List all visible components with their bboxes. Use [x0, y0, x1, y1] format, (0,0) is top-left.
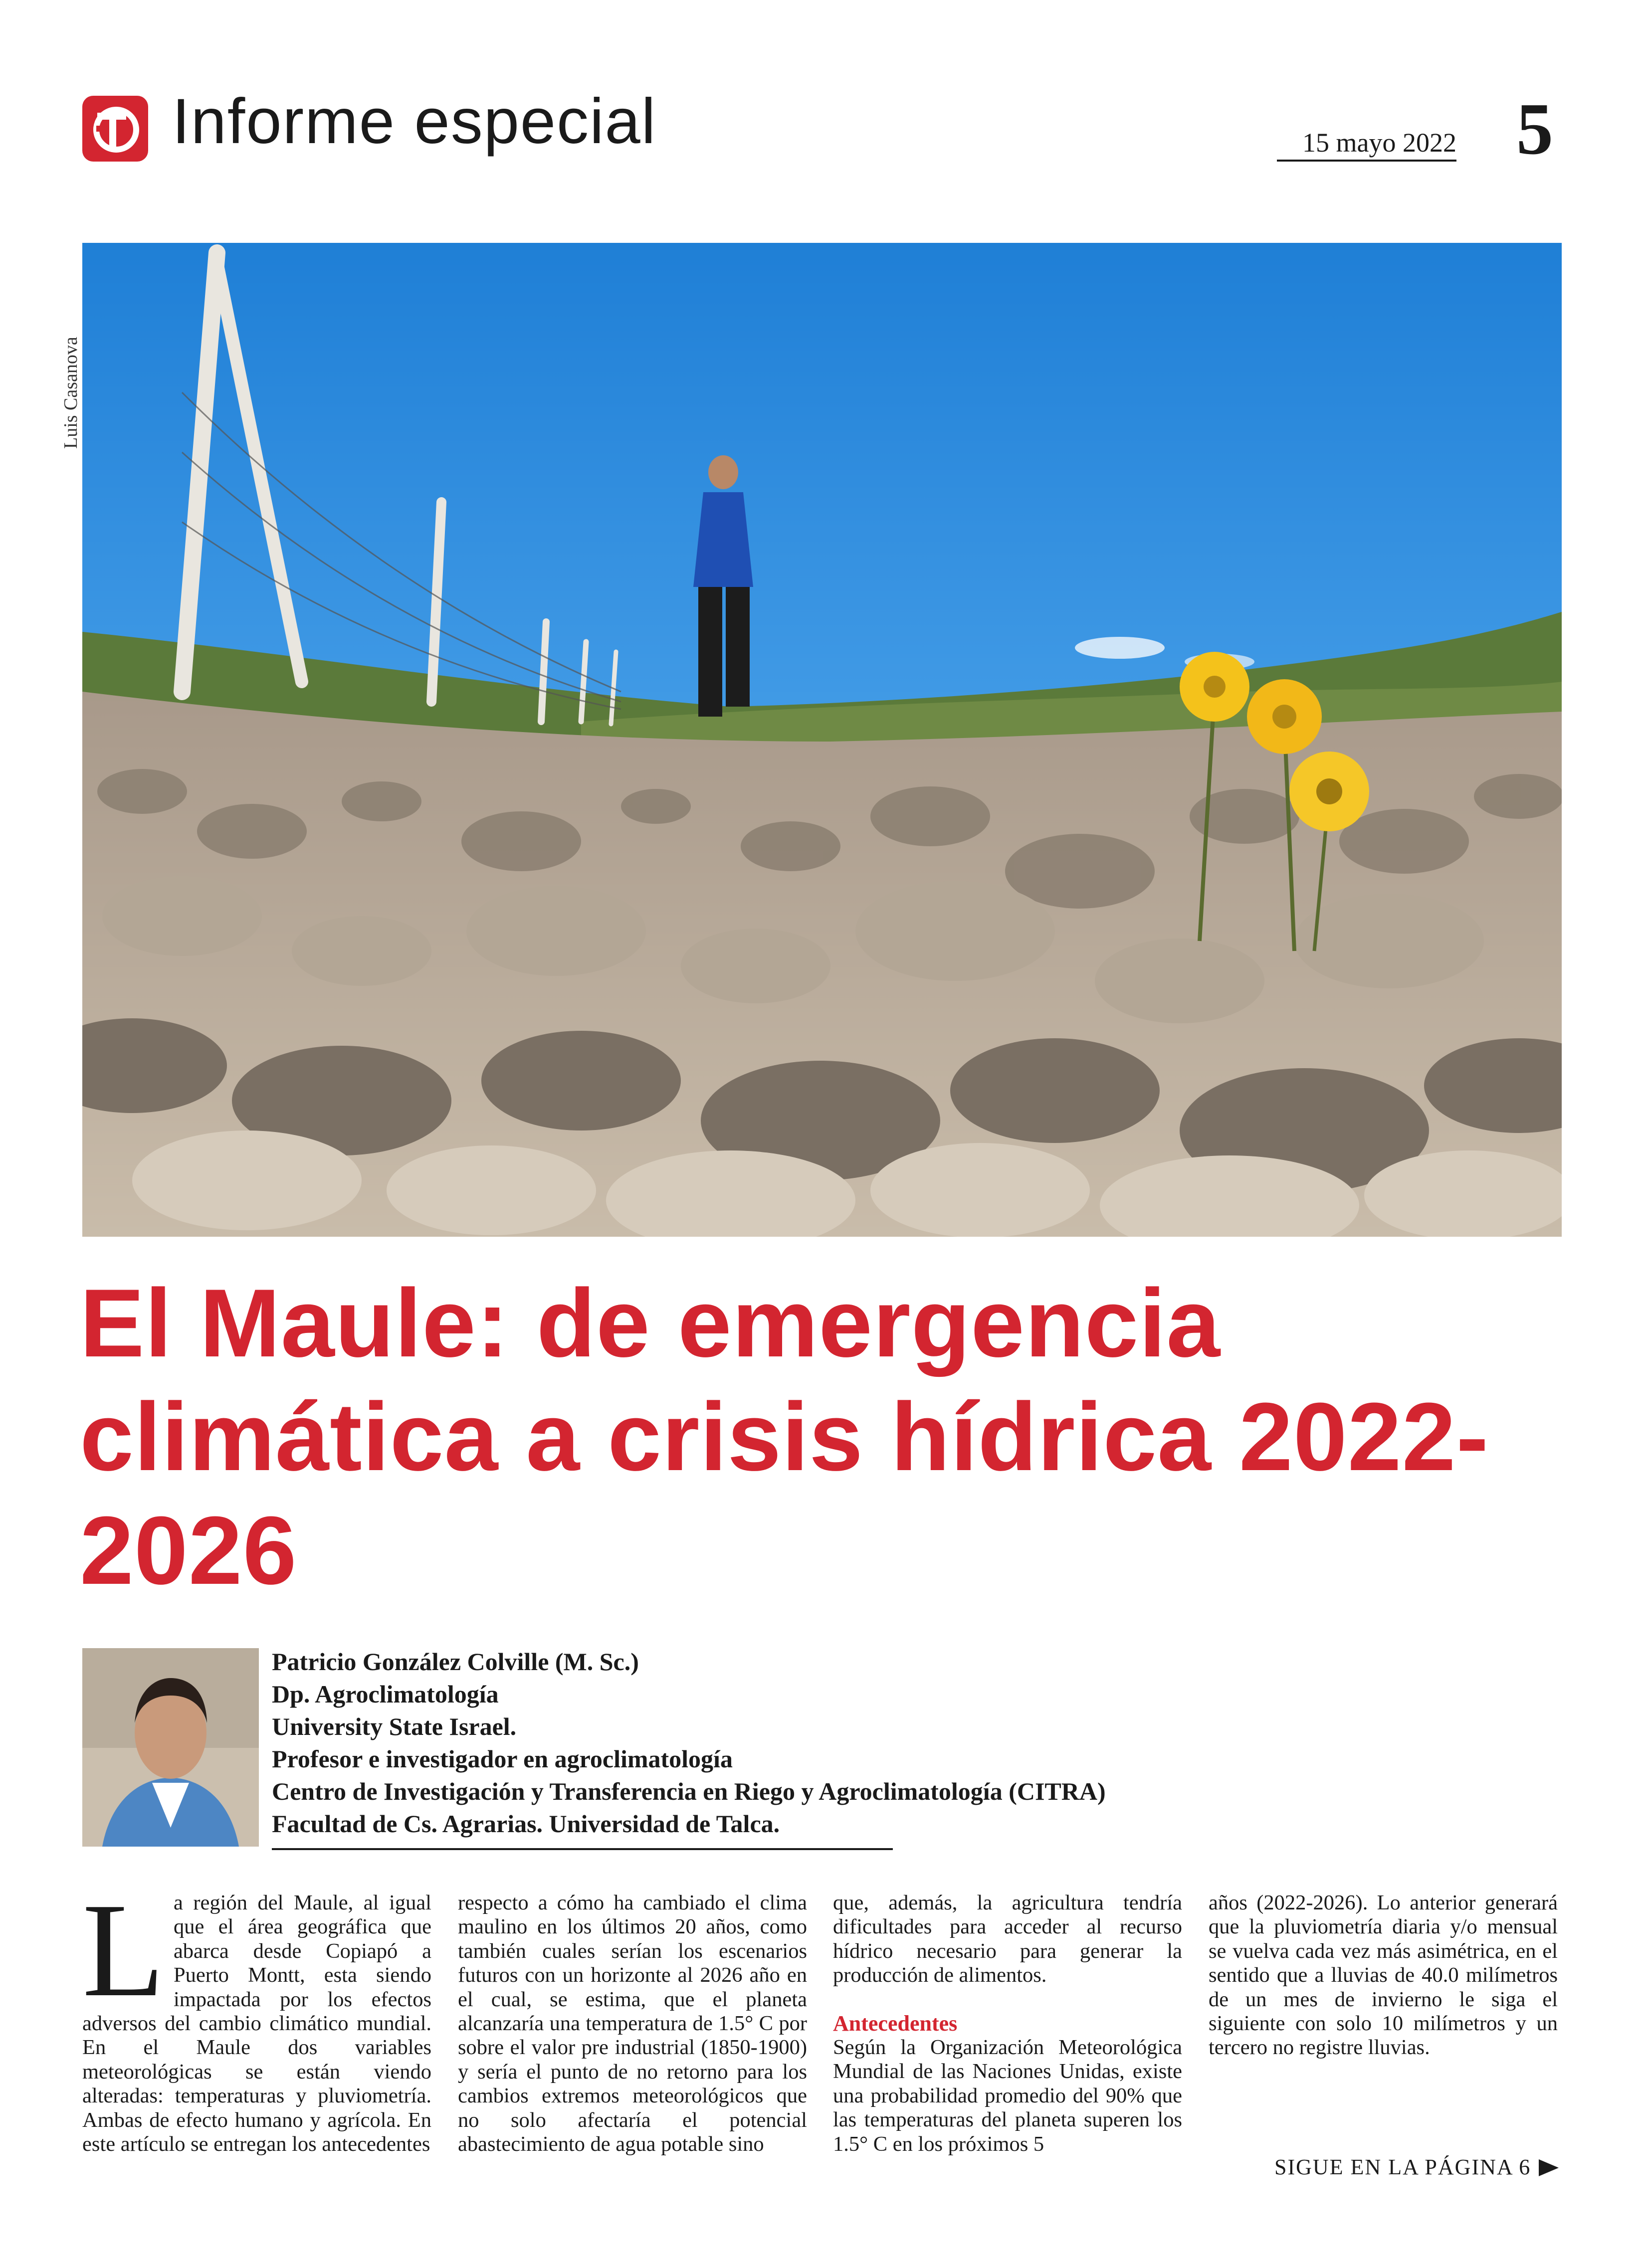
article-column-3: [833, 1891, 1182, 2156]
drop-cap: L: [82, 1876, 165, 2025]
article-column-4: [1209, 1891, 1558, 2060]
author-university: University State Israel.: [272, 1712, 517, 1740]
author-faculty: Facultad de Cs. Agrarias. Universidad de Talca.: [272, 1810, 780, 1838]
article-text-2: respecto a cómo ha cambiado el clima maulino en los últimos 20 años, como también cuales serían los escenarios futuros con un horizonte al 2026 año en el cual, se estima, que el planeta alcanzaría una temperatura de 1.5° C por sobre el valor pre industrial (1850-1900) y sería el punto de no retorno para los cambios extremos meteorológicos que no solo afectaría el potencial abastecimiento de agua potable sino: [458, 1891, 807, 2156]
author-photo: [82, 1648, 259, 1847]
author-department: Dp. Agroclimatología: [272, 1680, 499, 1708]
article-text-1: a región del Maule, al igual que el área geográfica que abarca desde Copiapó a Puerto Montt, esta siendo impactada por los efectos adversos del cambio climático mundial. En el Maule dos variables meteorológicas se están viendo alteradas: temperaturas y pluviometría. Ambas de efecto humano y agrícola. En este artículo se entregan los antecedentes: [82, 1891, 431, 2156]
dry-riverbed-photo: [82, 243, 1562, 1237]
hero-photo: [82, 243, 1562, 1237]
article-text-4: años (2022-2026). Lo anterior generará que la pluviometría diaria y/o mensual se vuelva cada vez más asimétrica, en el sentido que a lluvias de 40.0 milímetros de un mes de invierno le siga el siguiente con solo 10 milímetros y un tercero no registre lluvias.: [1209, 1891, 1558, 2060]
photo-credit-text: Luis Casanova: [60, 337, 81, 449]
article-text-3b: Según la Organización Meteorológica Mundial de las Naciones Unidas, existe una probabilidad promedio del 90% que las temperaturas del planeta superen los 1.5° C en los próximos 5: [833, 2036, 1182, 2156]
author-divider: [272, 1848, 893, 1850]
article-column-2: [458, 1891, 807, 2156]
newspaper-logo: [82, 96, 148, 162]
section-title: Informe especial: [172, 86, 657, 157]
author-role: Profesor e investigador en agroclimatología: [272, 1745, 733, 1773]
author-info: [272, 1646, 1319, 1840]
article-column-1: [82, 1876, 431, 2156]
article-text-3a: que, además, la agricultura tendría dificultades para acceder al recurso hídrico necesario para generar la producción de alimentos.: [833, 1891, 1182, 1987]
logo-icon: [82, 96, 148, 162]
arrow-right-icon: [1539, 2159, 1559, 2176]
continue-on-page-link: SIGUE EN LA PÁGINA 6: [1274, 2155, 1531, 2179]
date-underline: [1277, 160, 1456, 162]
article-headline: El Maule: de emergencia climática a crisis hídrica 2022-2026: [80, 1269, 1489, 1605]
page-number: 5: [1516, 88, 1553, 170]
issue-date: 15 mayo 2022: [1302, 128, 1456, 158]
section-subhead: Antecedentes: [833, 2011, 958, 2036]
author-portrait: [82, 1648, 259, 1847]
author-center: Centro de Investigación y Transferencia en Riego y Agroclimatología (CITRA): [272, 1777, 1106, 1805]
author-name: Patricio González Colville (M. Sc.): [272, 1648, 639, 1676]
